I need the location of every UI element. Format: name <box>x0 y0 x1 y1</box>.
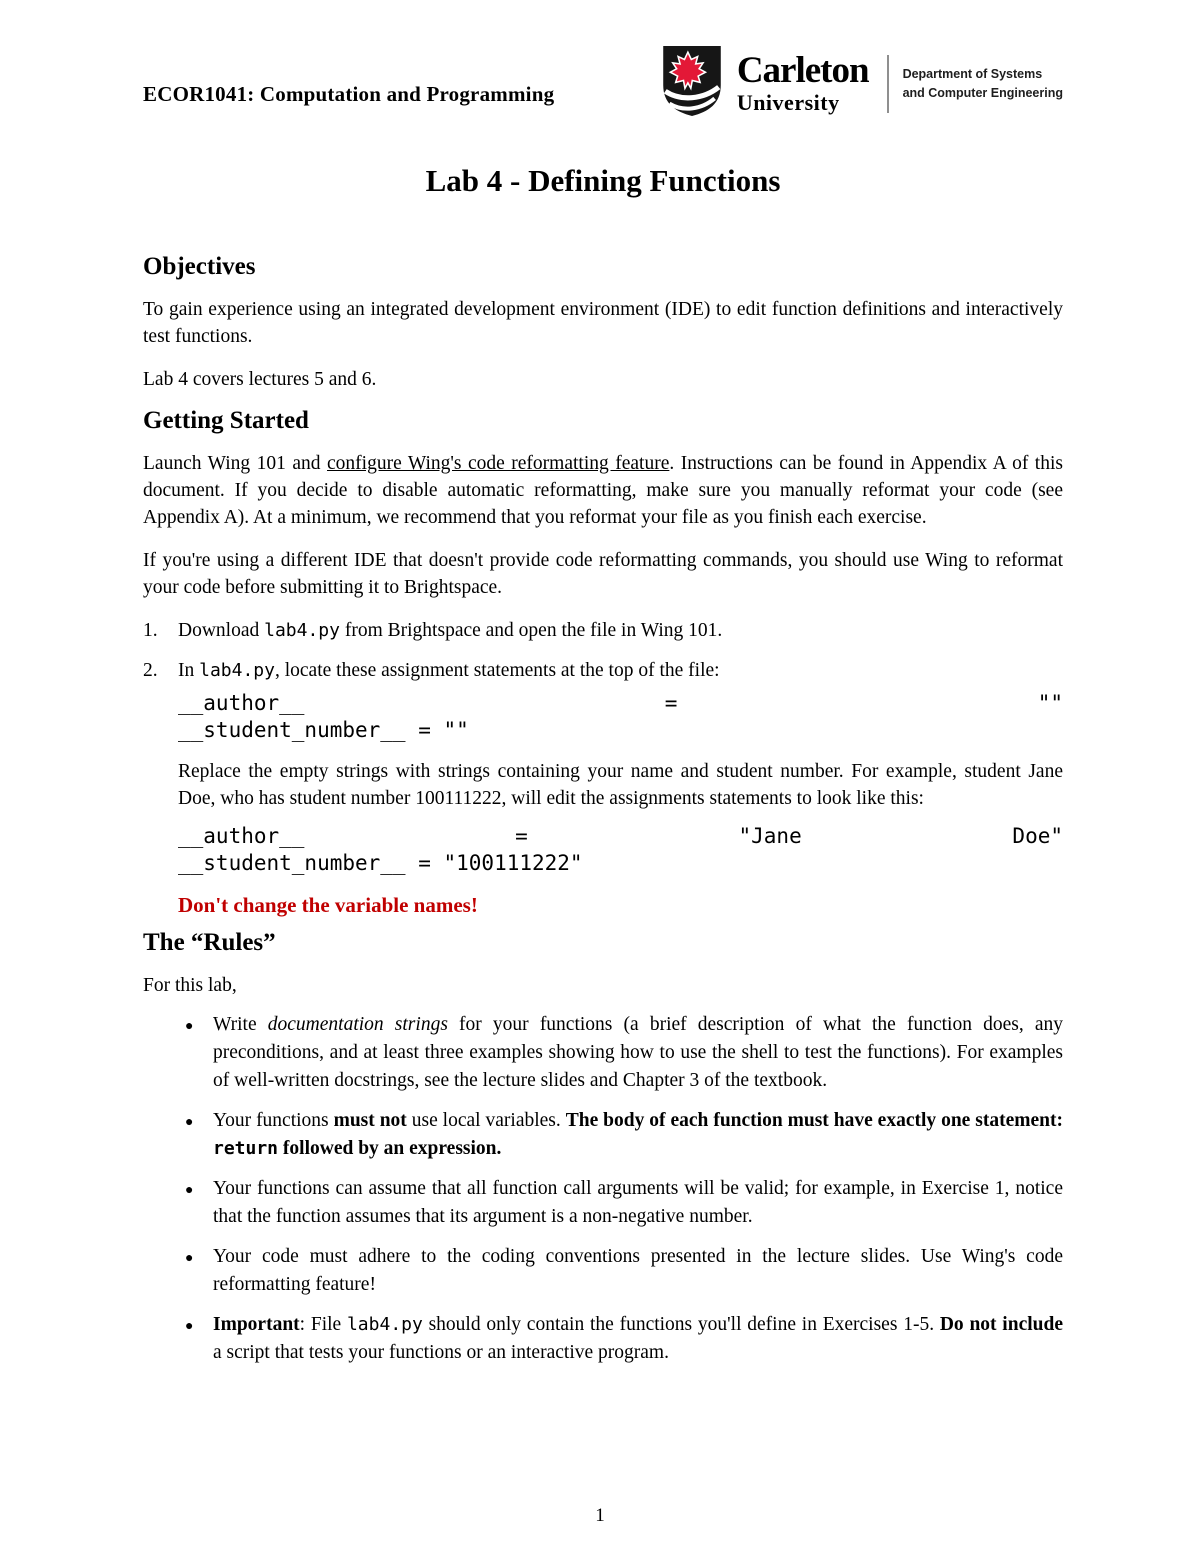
text-segment: lab4.py <box>264 620 340 641</box>
code-author-equals: = <box>664 691 678 715</box>
code-author-value: "" <box>1037 691 1063 715</box>
page-number: 1 <box>595 1505 605 1526</box>
text-segment: , locate these assignment statements at the top of the file: <box>274 660 720 681</box>
objectives-paragraph-1: To gain experience using an integrated development environment (IDE) to edit function definitions and interactively test functions. <box>143 299 1063 347</box>
bullet-icon: ● <box>185 1319 194 1334</box>
bullet-icon: ● <box>185 1115 194 1130</box>
replace-strings-paragraph: Replace the empty strings with strings containing your name and student number. For example, student Jane Doe, who has student number 100111222, will edit the assignments statements to look like this: <box>178 761 1063 809</box>
bullet-text <box>213 1107 1063 1163</box>
bullet-text <box>213 1011 1063 1095</box>
text-segment: . Instructions can be found in Appendix A of this document. If you decide to disable automatic reformatting, make sure you manually reformat your code (see Appendix A). At a minimum, we recommend that you reformat your file as you finish each exercise. <box>143 453 1063 528</box>
bullet-valid-arguments <box>185 1175 1063 1231</box>
bullet-coding-conventions <box>185 1243 1063 1299</box>
logo-department-name <box>903 65 1063 103</box>
bullet-icon: ● <box>185 1019 194 1034</box>
logo-department-line1: Department of Systems <box>902 66 1043 81</box>
list-item-download <box>143 617 1063 644</box>
text-segment: Do not include <box>939 1314 1063 1335</box>
text-segment: use local variables. <box>406 1110 566 1131</box>
logo-divider <box>887 55 889 113</box>
text-segment: lab4.py <box>346 1314 423 1335</box>
variable-names-warning: Don't change the variable names! <box>178 893 478 917</box>
list-item-text <box>178 617 1063 644</box>
text-segment: Download <box>178 620 265 641</box>
code-author-equals: = <box>515 824 528 848</box>
bullet-docstrings <box>185 1011 1063 1095</box>
heading-rules: The “Rules” <box>143 929 276 956</box>
text-segment: Write <box>213 1014 268 1035</box>
list-item-number: 1. <box>143 620 158 641</box>
document-title: Lab 4 - Defining Functions <box>425 163 781 198</box>
bullet-text <box>213 1175 1063 1231</box>
code-author-value-first: "Jane <box>738 824 802 848</box>
text-segment: should only contain the functions you'll define in Exercises 1-5. <box>422 1314 940 1335</box>
code-line-student-number: __student_number__ = "" <box>178 718 469 742</box>
list-item-number: 2. <box>143 660 158 681</box>
bullet-icon: ● <box>185 1251 194 1266</box>
code-block-empty-assignments <box>178 690 1063 744</box>
bullet-text <box>213 1243 1063 1299</box>
code-line-student-number-example: __student_number__ = "100111222" <box>178 851 583 875</box>
wing-reformatting-link[interactable]: configure Wing's code reformatting feature <box>327 453 670 474</box>
text-segment: followed by an expression. <box>278 1138 502 1159</box>
code-line-author-example <box>178 823 1063 850</box>
text-segment: a script that tests your functions or an interactive program. <box>213 1342 669 1363</box>
page-header <box>143 44 1063 123</box>
objectives-paragraph-2: Lab 4 covers lectures 5 and 6. <box>143 369 377 390</box>
course-title: ECOR1041: Computation and Programming <box>143 82 555 106</box>
rules-intro: For this lab, <box>143 975 237 996</box>
bullet-important-file-contents <box>185 1311 1063 1367</box>
text-segment: must not <box>333 1110 407 1131</box>
code-author-value-last: Doe" <box>1012 824 1063 848</box>
text-segment: Important <box>213 1314 300 1335</box>
rules-bullet-list <box>185 1011 1063 1367</box>
heading-getting-started: Getting Started <box>143 407 309 434</box>
code-block-example-assignments <box>178 823 1063 877</box>
logo-wordmark <box>736 50 869 115</box>
logo-department-line2: and Computer Engineering <box>902 85 1063 100</box>
bullet-text <box>213 1311 1063 1367</box>
text-segment: Your functions <box>213 1110 334 1131</box>
logo-wordmark-carleton: Carleton <box>736 50 869 92</box>
code-author-var: __author__ <box>178 691 305 715</box>
text-segment: In <box>178 660 200 681</box>
getting-started-paragraph-2: If you're using a different IDE that doesn't provide code reformatting commands, you should use Wing to reformat your code before submitting it to Brightspace. <box>143 550 1063 598</box>
logo-wordmark-university: University <box>736 89 840 115</box>
text-segment: Your functions can assume that all function call arguments will be valid; for example, in Exercise 1, notice that the function assumes that its argument is a non-negative number. <box>213 1178 1063 1227</box>
text-segment: return <box>213 1138 279 1159</box>
text-segment: lab4.py <box>199 660 275 681</box>
list-item-locate <box>143 657 1063 684</box>
bullet-icon: ● <box>185 1183 194 1198</box>
text-segment: from Brightspace and open the file in Wing 101. <box>339 620 723 641</box>
carleton-shield-icon <box>660 44 724 123</box>
code-author-var: __author__ <box>178 824 305 848</box>
heading-objectives: Objectives <box>143 253 256 280</box>
text-segment: Your code must adhere to the coding conventions presented in the lecture slides. Use Wing's code reformatting feature! <box>213 1246 1063 1295</box>
bullet-no-local-variables <box>185 1107 1063 1163</box>
carleton-university-logo <box>660 44 1063 123</box>
text-segment: for your functions (a brief description of what the function does, any preconditions, and at least three examples showing how to use the shell to test the functions). For examples of well-written docstrings, see the lecture slides and Chapter 3 of the textbook. <box>213 1014 1064 1091</box>
getting-started-paragraph-1 <box>143 450 1063 531</box>
text-segment: : File <box>299 1314 347 1335</box>
text-segment: documentation strings <box>267 1014 448 1035</box>
text-segment: Launch Wing 101 and <box>143 453 328 474</box>
list-item-text <box>178 657 1063 684</box>
code-line-author <box>178 690 1063 717</box>
text-segment: The body of each function must have exactly one statement: <box>565 1110 1063 1131</box>
